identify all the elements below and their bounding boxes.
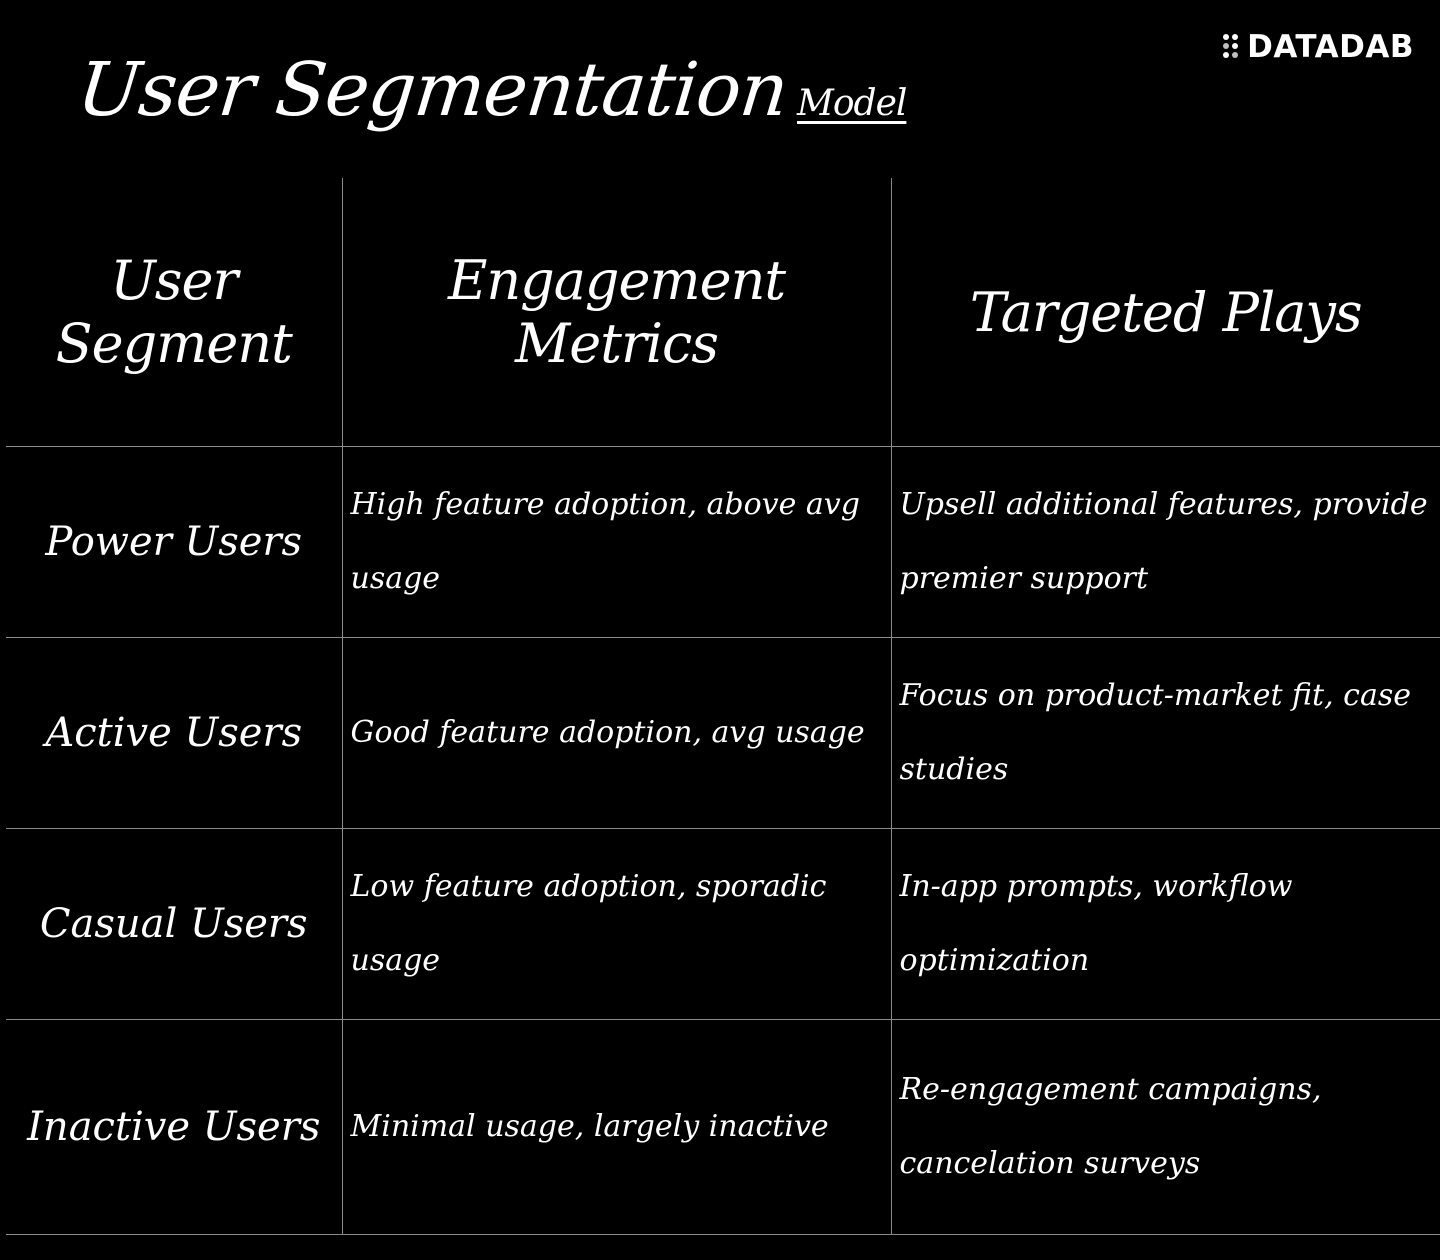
table-row (6, 829, 1440, 1020)
targeted-plays: Upsell additional features, provide premier support (891, 447, 1440, 638)
segmentation-table (6, 178, 1440, 1235)
segment-name: Casual Users (6, 829, 342, 1020)
header-engagement-metrics: Engagement Metrics (342, 178, 891, 447)
title-main: User Segmentation (73, 47, 792, 133)
table-row (6, 638, 1440, 829)
targeted-plays: Focus on product-market fit, case studies (891, 638, 1440, 829)
segment-name: Inactive Users (6, 1020, 342, 1235)
segment-name: Power Users (6, 447, 342, 638)
segment-name: Active Users (6, 638, 342, 829)
table-row (6, 447, 1440, 638)
title-sub: Model (796, 83, 907, 124)
targeted-plays: In-app prompts, workflow optimization (891, 829, 1440, 1020)
table-header-row (6, 178, 1440, 447)
dots-logo-icon (1223, 34, 1241, 60)
targeted-plays: Re-engagement campaigns, cancelation surveys (891, 1020, 1440, 1235)
engagement-metrics: Good feature adoption, avg usage (342, 638, 891, 829)
header-user-segment: User Segment (6, 178, 342, 447)
brand-logo (1223, 30, 1414, 64)
table-row (6, 1020, 1440, 1235)
engagement-metrics: Low feature adoption, sporadic usage (342, 829, 891, 1020)
page-title (73, 40, 907, 150)
engagement-metrics: High feature adoption, above avg usage (342, 447, 891, 638)
header-targeted-plays: Targeted Plays (891, 178, 1440, 447)
brand-name: DATADAB (1247, 29, 1414, 65)
engagement-metrics: Minimal usage, largely inactive (342, 1020, 891, 1235)
